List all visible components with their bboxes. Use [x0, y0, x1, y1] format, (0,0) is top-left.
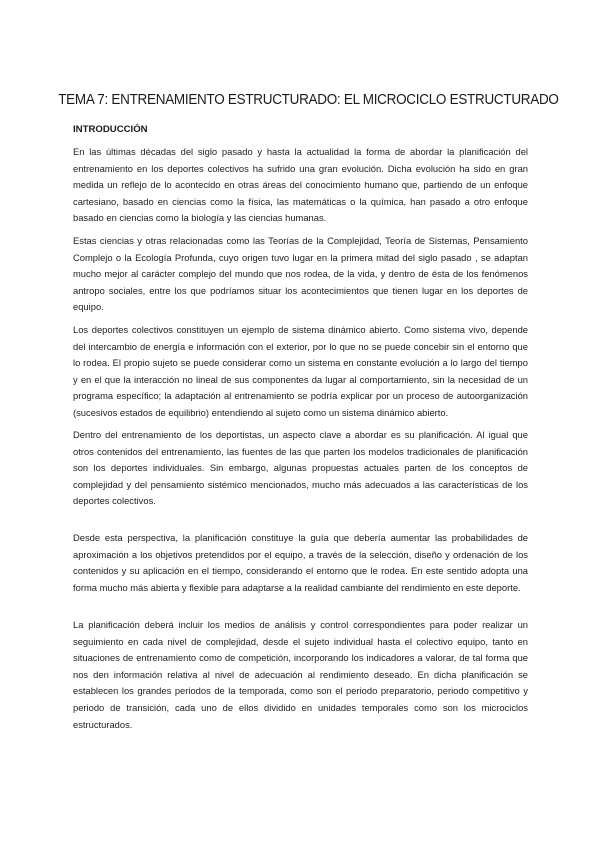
body-paragraph: Estas ciencias y otras relacionadas como las Teorías de la Complejidad, Teoría de Sistemas, Pensamiento Complejo o la Ecología Profunda, cuyo origen tuvo lugar en la primera mitad del siglo pasado , se adaptan mucho mejor al carácter complejo del mundo que nos rodea, de la vida, y dentro de ésta de los fenómenos antropo sociales, entre los que podríamos situar los acontecimientos que tienen lugar en los deportes de equipo.	[73, 235, 528, 313]
body-paragraph: Desde esta perspectiva, la planificación constituye la guía que debería aumentar las probabilidades de aproximación a los objetivos pretendidos por el equipo, a través de la selección, diseño y ordenación de los contenidos y su aplicación en el tiempo, considerando el entorno que le rodea. En este sentido adopta una forma mucho más abierta y flexible para adaptarse a la realidad cambiante del rendimiento en este deporte.	[73, 532, 528, 593]
section-heading-introduccion: INTRODUCCIÓN	[73, 124, 148, 135]
body-paragraph: Los deportes colectivos constituyen un ejemplo de sistema dinámico abierto. Como sistema vivo, depende del intercambio de energía e información con el exterior, por lo que no se puede concebir sin el entorno que lo rodea. El propio sujeto se puede considerar como un sistema en constante evolución a lo largo del tiempo y en el que la interacción no lineal de sus componentes da lugar al comportamiento, sin la necesidad de un programa específico; la adaptación al entrenamiento se podría explicar por un proceso de autoorganización (sucesivos estados de equilibrio) entendiendo al sujeto como un sistema dinámico abierto.	[73, 324, 528, 418]
body-paragraph: En las últimas décadas del siglo pasado y hasta la actualidad la forma de abordar la planificación del entrenamiento en los deportes colectivos ha sufrido una gran evolución. Dicha evolución ha sido en gran medida un reflejo de lo acontecido en otras áreas del conocimiento humano que, partiendo de un enfoque cartesiano, basado en ciencias como la física, las matemáticas o la química, han pasado a otro enfoque basado en ciencias como la biología y las ciencias humanas.	[73, 146, 528, 224]
document-title: TEMA 7: ENTRENAMIENTO ESTRUCTURADO: EL MICROCICLO ESTRUCTURADO	[58, 92, 559, 108]
body-paragraph: Dentro del entrenamiento de los deportistas, un aspecto clave a abordar es su planificación. Al igual que otros contenidos del entrenamiento, las fuentes de las que parten los modelos tradicionales de planificación son los deportes individuales. Sin embargo, algunas propuestas actuales parten de los conceptos de complejidad y del pensamiento sistémico mencionados, mucho más adecuados a las características de los deportes colectivos.	[73, 429, 528, 507]
body-paragraph: La planificación deberá incluir los medios de análisis y control correspondientes para poder realizar un seguimiento en cada nivel de complejidad, desde el sujeto individual hasta el colectivo equipo, tanto en situaciones de entrenamiento como de competición, incorporando los indicadores a valorar, de tal forma que nos den información relativa al nivel de adecuación al rendimiento deseado. En dicha planificación se establecen los grandes periodos de la temporada, como son el periodo preparatorio, periodo competitivo y periodo de transición, cada uno de ellos dividido en unidades temporales como son los microciclos estructurados.	[73, 619, 528, 730]
